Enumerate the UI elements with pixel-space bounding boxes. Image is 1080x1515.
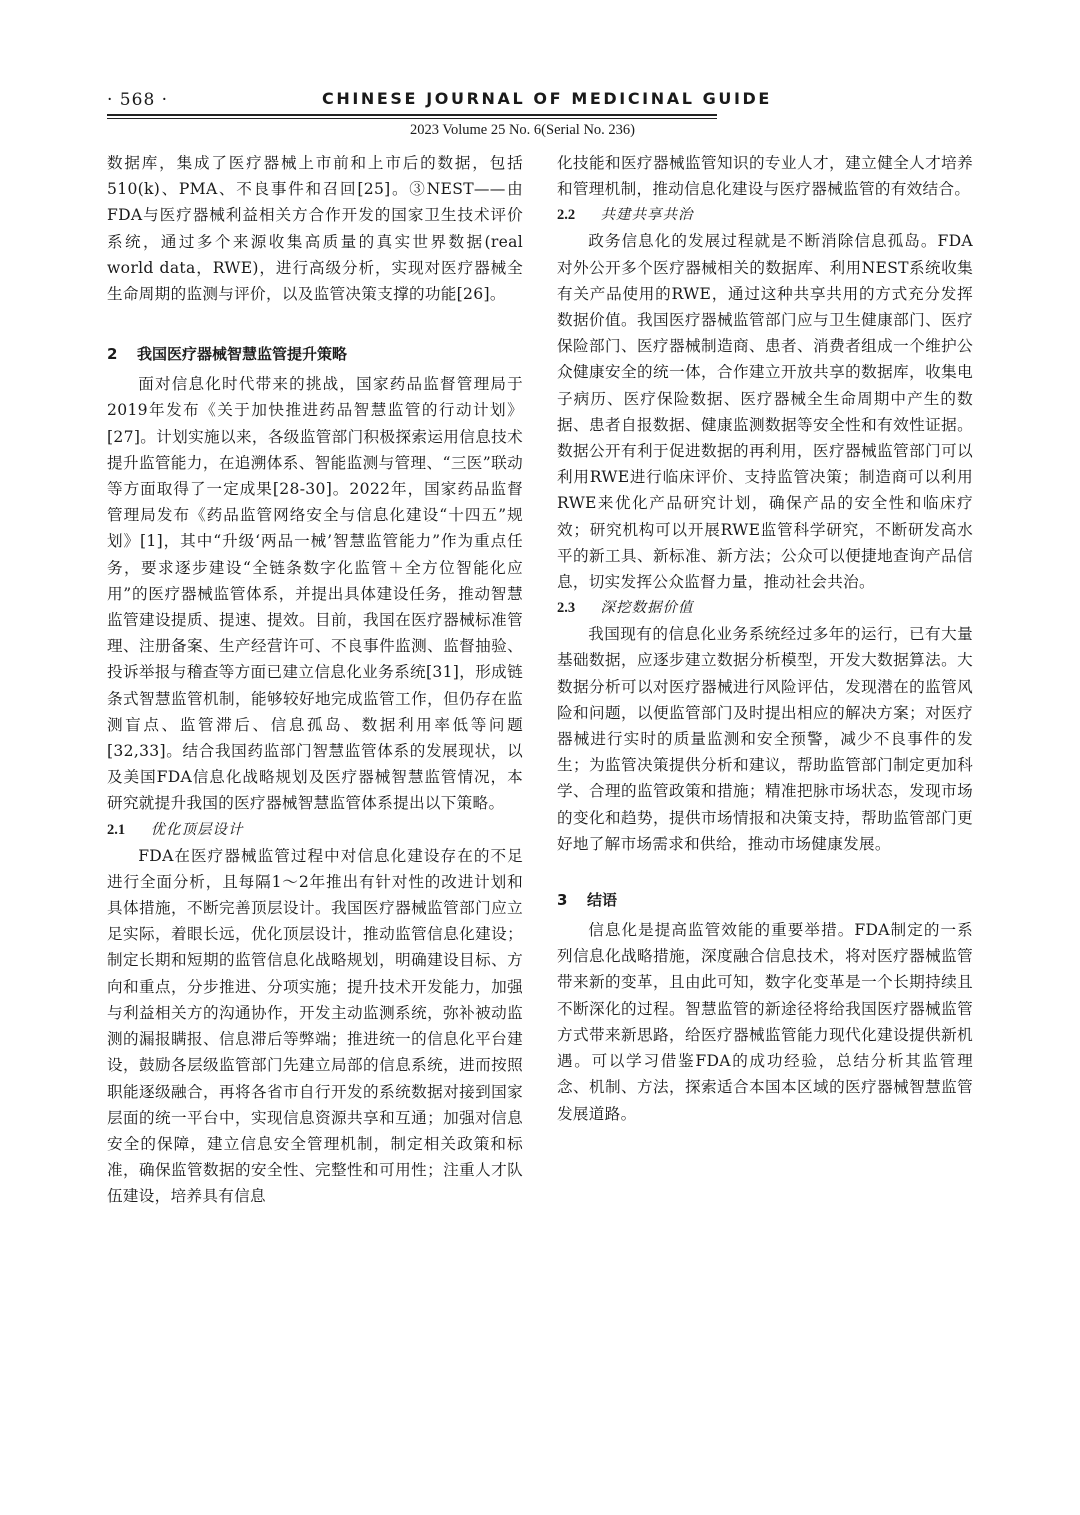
left-column — [107, 150, 523, 1210]
section-2-3-heading — [557, 595, 973, 621]
section-title: 结语 — [587, 891, 618, 910]
header-rule-thin — [107, 118, 717, 119]
section-number: 3 — [557, 891, 568, 910]
subsection-title: 共建共享共治 — [600, 207, 694, 224]
section-number: 2 — [107, 345, 118, 364]
section-2-1-paragraph: FDA在医疗器械监管过程中对信息化建设存在的不足进行全面分析，且每隔1～2年推出有针对性的改进计划和具体措施，不断完善顶层设计。我国医疗器械监管部门应立足实际，着眼长远，优化顶层设计，推动监管信息化建设；制定长期和短期的监管信息化战略规划，明确建设目标、方向和重点，分步推进、分项实施；提升技术开发能力，加强与利益相关方的沟通协作，开发主动监测系统，弥补被动监测的漏报瞒报、信息滞后等弊端；推进统一的信息化平台建设，鼓励各层级监管部门先建立局部的信息系统，进而按照职能逐级融合，再将各省市自行开发的系统数据对接到国家层面的统一平台中，实现信息资源共享和互通；加强对信息安全的保障，建立信息安全管理机制，制定相关政策和标准，确保监管数据的安全性、完整性和可用性；注重人才队伍建设，培养具有信息 — [107, 846, 523, 1206]
section-2-paragraph: 面对信息化时代带来的挑战，国家药品监督管理局于2019年发布《关于加快推进药品智慧监管的行动计划》[27]。计划实施以来，各级监管部门积极探索运用信息技术提升监管能力，在追溯体系、智能监测与管理、“三医”联动等方面取得了一定成果[28-30]。2022年，国家药品监督管理局发布《药品监管网络安全与信息化建设“十四五”规划》[1]，其中“升级‘两品一械’智慧监管能力”作为重点任务，要求逐步建设“全链条数字化监管＋全方位智能化应用”的医疗器械监管体系，并提出具体建设任务，推动智慧监管建设提质、提速、提效。目前，我国在医疗器械标准管理、注册备案、生产经营许可、不良事件监测、监督抽验、投诉举报与稽查等方面已建立信息化业务系统[31]，形成链条式智慧监管机制，能够较好地完成监管工作，但仍存在监测盲点、监管滞后、信息孤岛、数据利用率低等问题[32,33]。结合我国药监部门智慧监管体系的发展现状，以及美国FDA信息化战略规划及医疗器械智慧监管情况，本研究就提升我国的医疗器械智慧监管体系提出以下策略。 — [107, 375, 523, 813]
page-number: · 568 · — [107, 90, 169, 110]
right-column — [557, 150, 973, 1127]
section-2-3-paragraph: 我国现有的信息化业务系统经过多年的运行，已有大量基础数据，应逐步建立数据分析模型，开发大数据算法。大数据分析可以对医疗器械进行风险评估，发现潜在的监管风险和问题，以便监管部门及时提出相应的解决方案；对医疗器械进行实时的质量监测和安全预警，减少不良事件的发生；为监管决策提供分析和建议，帮助监管部门制定更加科学、合理的监管政策和措施；精准把脉市场状态，发现市场的变化和趋势，提供市场情报和决策支持，帮助监管部门更好地了解市场需求和供给，推动市场健康发展。 — [557, 625, 973, 853]
header-rule — [107, 114, 717, 116]
intro-paragraph: 数据库，集成了医疗器械上市前和上市后的数据，包括510(k)、PMA、不良事件和召回[25]。③NEST——由FDA与医疗器械利益相关方合作开发的国家卫生技术评价系统，通过多个来源收集高质量的真实世界数据(real world data，RWE)，进行高级分析，实现对医疗器械全生命周期的监测与评价，以及监管决策支撑的功能[26]。 — [107, 154, 523, 304]
section-2-2-paragraph: 政务信息化的发展过程就是不断消除信息孤岛。FDA对外公开多个医疗器械相关的数据库、利用NEST系统收集有关产品使用的RWE，通过这种共享共用的方式充分发挥数据价值。我国医疗器械监管部门应与卫生健康部门、医疗保险部门、医疗器械制造商、患者、消费者组成一个维护公众健康安全的统一体，合作建立开放共享的数据库，收集电子病历、医疗保险数据、医疗器械全生命周期中产生的数据、患者自报数据、健康监测数据等安全性和有效性证据。数据公开有利于促进数据的再利用，医疗器械监管部门可以利用RWE进行临床评价、支持监管决策；制造商可以利用RWE来优化产品研究计划，确保产品的安全性和临床疗效；研究机构可以开展RWE监管科学研究，不断研发高水平的新工具、新标准、新方法；公众可以便捷地查询产品信息，切实发挥公众监督力量，推动社会共治。 — [557, 232, 973, 592]
subsection-number: 2.1 — [107, 821, 126, 838]
section-2-heading — [107, 341, 523, 367]
section-3-paragraph: 信息化是提高监管效能的重要举措。FDA制定的一系列信息化战略措施，深度融合信息技术，将对医疗器械监管带来新的变革，且由此可知，数字化变革是一个长期持续且不断深化的过程。智慧监管的新途径将给我国医疗器械监管方式带来新思路，给医疗器械监管能力现代化建设提供新机遇。可以学习借鉴FDA的成功经验，总结分析其监管理念、机制、方法，探索适合本国本区域的医疗器械智慧监管发展道路。 — [557, 921, 973, 1123]
subsection-title: 深挖数据价值 — [600, 600, 694, 617]
section-3-heading — [557, 887, 973, 913]
section-2-2-heading — [557, 202, 973, 228]
subsection-number: 2.2 — [557, 207, 576, 224]
subsection-number: 2.3 — [557, 600, 576, 617]
section-2-1-heading — [107, 817, 523, 843]
continued-paragraph: 化技能和医疗器械监管知识的专业人才，建立健全人才培养和管理机制，推动信息化建设与医疗器械监管的有效结合。 — [557, 154, 973, 199]
section-title: 我国医疗器械智慧监管提升策略 — [137, 345, 348, 364]
journal-title: CHINESE JOURNAL OF MEDICINAL GUIDE — [322, 89, 772, 108]
subsection-title: 优化顶层设计 — [150, 821, 244, 838]
volume-info: 2023 Volume 25 No. 6(Serial No. 236) — [410, 122, 636, 138]
